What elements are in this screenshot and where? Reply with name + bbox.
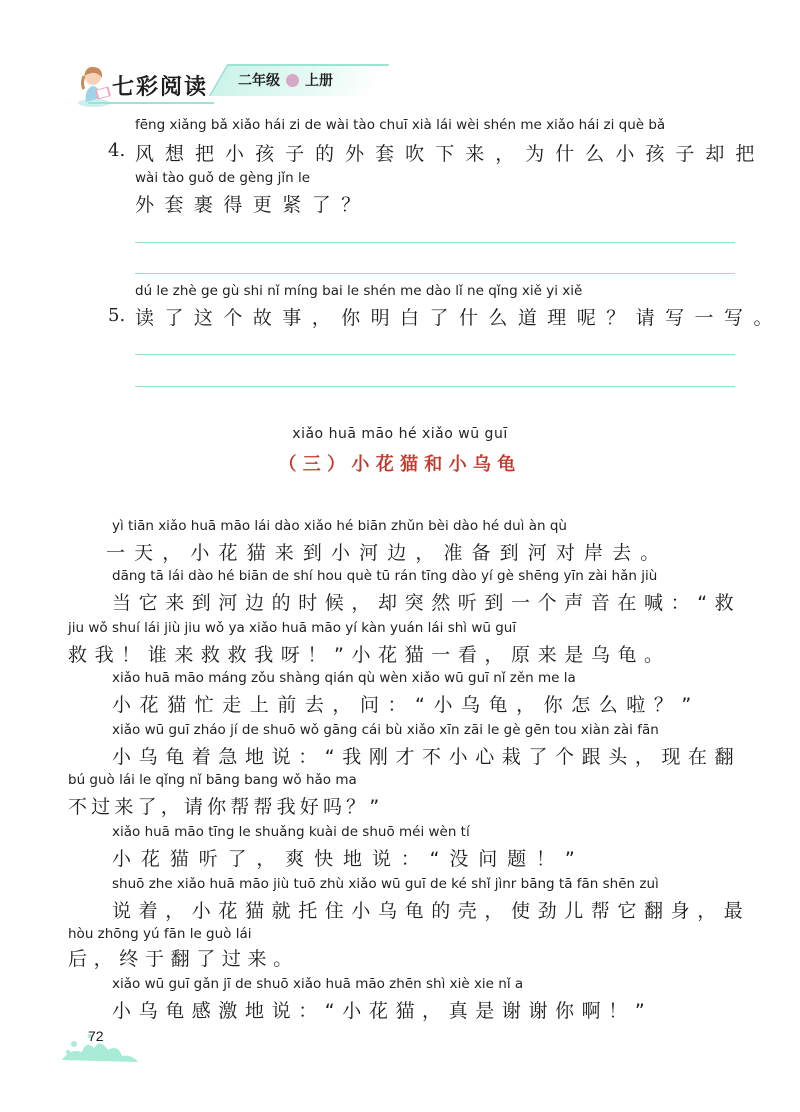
story-line-pinyin: xiǎo huā māo tīng le shuǎng kuài de shuō méi wèn tí (112, 824, 470, 840)
story-line-text: 小乌龟着急地说：“我刚才不小心栽了个跟头，现在翻 (112, 746, 742, 768)
question-4-number: 4. (108, 140, 126, 161)
question-5-text: 读了这个故事，你明白了什么道理呢？请写一写。 (135, 307, 783, 329)
story-line-pinyin: hòu zhōng yú fān le guò lái (68, 926, 252, 942)
question-4-pinyin-2: wài tào guǒ de gèng jǐn le (135, 170, 311, 186)
story-line-text: 一天，小花猫来到小河边，准备到河对岸去。 (106, 542, 669, 564)
story-line-text: 不过来了，请你帮帮我好吗？” (68, 796, 384, 818)
story-line-pinyin: xiǎo wū guī zháo jí de shuō wǒ gāng cái bù xiǎo xīn zāi le gè gēn tou xiàn zài fān (112, 722, 659, 738)
answer-line[interactable] (135, 354, 735, 355)
page-number: 72 (88, 1028, 104, 1044)
question-5-number: 5. (108, 305, 126, 326)
volume-text: 上册 (305, 73, 333, 89)
grade-label (238, 70, 333, 90)
story-line-pinyin: shuō zhe xiǎo huā māo jiù tuō zhù xiǎo wū guī de ké shǐ jìnr bāng tā fān shēn zuì (112, 876, 659, 892)
answer-line[interactable] (135, 273, 735, 274)
story-line-pinyin: xiǎo huā māo máng zǒu shàng qián qù wèn xiǎo wū guī nǐ zěn me la (112, 670, 576, 686)
story-line-pinyin: jiu wǒ shuí lái jiù jiu wǒ ya xiǎo huā māo yí kàn yuán lái shì wū guī (68, 620, 517, 636)
story-line-pinyin: xiǎo wū guī gǎn jī de shuō xiǎo huā māo zhēn shì xiè xie nǐ a (112, 976, 524, 992)
story-line-text: 小花猫听了，爽快地说：“没问题！” (112, 848, 585, 870)
story-line-text: 小乌龟感激地说：“小花猫，真是谢谢你啊！” (112, 1000, 653, 1022)
story-line-text: 当它来到河边的时候，却突然听到一个声音在喊：“救 (112, 592, 742, 614)
answer-line[interactable] (135, 386, 735, 387)
story-line-text: 小花猫忙走上前去，问：“小乌龟，你怎么啦？” (112, 694, 700, 716)
question-4-text-2: 外套裹得更紧了？ (135, 194, 371, 216)
dot-icon (286, 74, 299, 87)
page-header (68, 62, 378, 108)
question-4-text-1: 风想把小孩子的外套吹下来，为什么小孩子却把 (135, 143, 766, 165)
story-line-pinyin: yì tiān xiǎo huā māo lái dào xiǎo hé biān zhǔn bèi dào hé duì àn qù (112, 518, 567, 534)
answer-line[interactable] (135, 242, 735, 243)
story-title: （三）小花猫和小乌龟 (278, 454, 522, 475)
header-divider (88, 102, 214, 104)
story-line-text: 说着，小花猫就托住小乌龟的壳，使劲儿帮它翻身，最 (112, 900, 751, 922)
grade-text: 二年级 (238, 73, 280, 89)
story-line-pinyin: dāng tā lái dào hé biān de shí hou què tū rán tīng dào yí gè shēng yīn zài hǎn jiù (112, 568, 658, 584)
question-4-pinyin-1: fēng xiǎng bǎ xiǎo hái zi de wài tào chuī xià lái wèi shén me xiǎo hái zi què bǎ (135, 117, 666, 133)
story-title-pinyin: xiǎo huā māo hé xiǎo wū guī (292, 426, 508, 442)
story-line-text: 后，终于翻了过来。 (68, 948, 299, 970)
story-line-pinyin: bú guò lái le qǐng nǐ bāng bang wǒ hǎo ma (68, 772, 357, 788)
story-line-text: 救我！谁来救救我呀！”小花猫一看，原来是乌龟。 (68, 644, 671, 666)
book-title: 七彩阅读 (112, 75, 209, 100)
question-5-pinyin: dú le zhè ge gù shi nǐ míng bai le shén me dào lǐ ne qǐng xiě yi xiě (135, 283, 583, 299)
